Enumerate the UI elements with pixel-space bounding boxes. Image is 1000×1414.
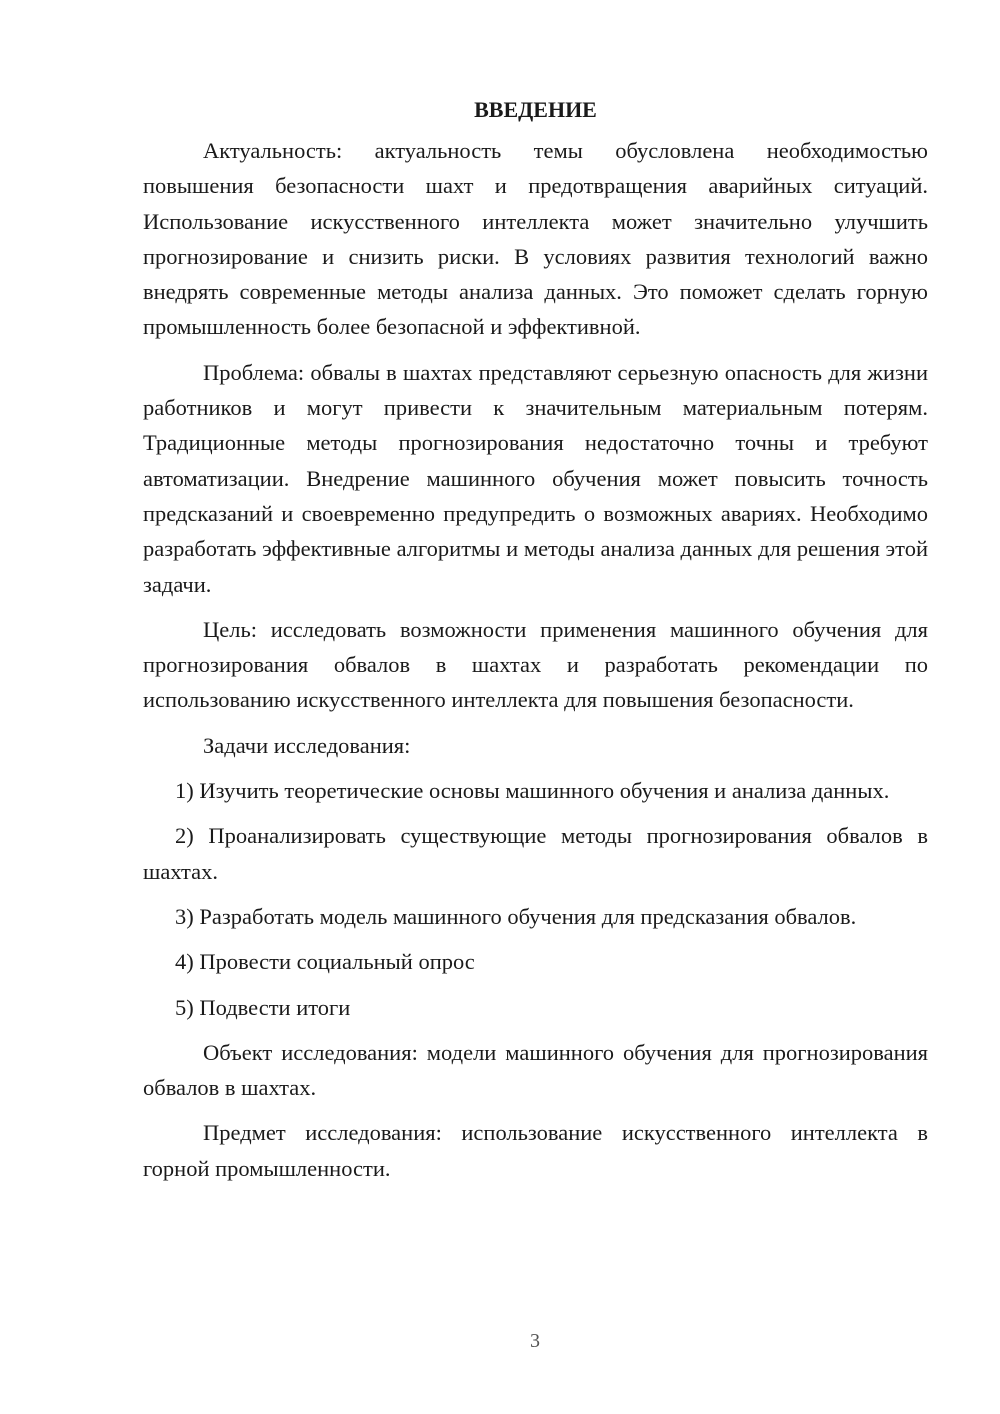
section-title: ВВЕДЕНИЕ <box>474 97 597 122</box>
page-number: 3 <box>530 1330 540 1352</box>
page-content <box>143 92 928 1196</box>
problem-paragraph: Проблема: обвалы в шахтах представляют серьезную опасность для жизни работников и могут привести к значительным материальным потерям. Традиционные методы прогнозирования недостаточно точны и требуют автоматизации. Внедрение машинного обучения может повысить точность предсказаний и своевременно предупредить о возможных авариях. Необходимо разработать эффективные алгоритмы и методы анализа данных для решения этой задачи. <box>143 359 928 597</box>
task-item-5: 5) Подвести итоги <box>175 994 351 1020</box>
task-item-4: 4) Провести социальный опрос <box>175 949 475 975</box>
object-paragraph: Объект исследования: модели машинного обучения для прогнозирования обвалов в шахтах. <box>143 1039 928 1101</box>
task-item-1: 1) Изучить теоретические основы машинного обучения и анализа данных. <box>175 778 890 804</box>
subject-paragraph: Предмет исследования: использование искусственного интеллекта в горной промышленности. <box>143 1120 928 1181</box>
task-item-3: 3) Разработать модель машинного обучения для предсказания обвалов. <box>175 903 857 929</box>
task-item-2: 2) Проанализировать существующие методы прогнозирования обвалов в шахтах. <box>143 823 928 884</box>
relevance-paragraph: Актуальность: актуальность темы обусловлена необходимостью повышения безопасности шахт и предотвращения аварийных ситуаций. Использование искусственного интеллекта может значительно улучшить прогнозирование и снизить риски. В условиях развития технологий важно внедрять современные методы анализа данных. Это поможет сделать горную промышленность более безопасной и эффективной. <box>143 138 928 340</box>
goal-paragraph: Цель: исследовать возможности применения машинного обучения для прогнозирования обвалов в шахтах и разработать рекомендации по использованию искусственного интеллекта для повышения безопасности. <box>143 616 928 713</box>
tasks-heading: Задачи исследования: <box>203 732 411 758</box>
